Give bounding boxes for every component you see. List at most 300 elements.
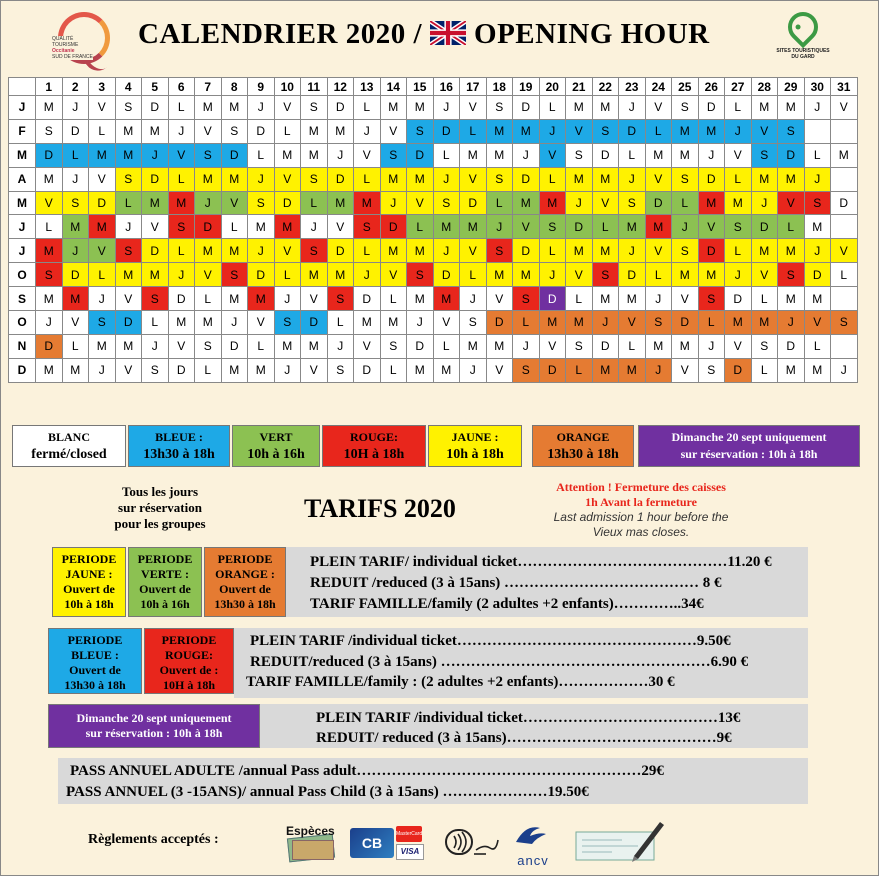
day-cell: J [804, 239, 831, 263]
day-cell: L [804, 143, 831, 167]
day-cell: S [248, 191, 275, 215]
day-cell: V [566, 119, 593, 143]
day-cell: L [62, 334, 89, 358]
day-cell: M [486, 143, 513, 167]
day-number: 21 [566, 78, 593, 96]
day-number: 7 [195, 78, 222, 96]
day-number: 31 [831, 78, 858, 96]
day-cell: M [592, 167, 619, 191]
day-cell: M [380, 311, 407, 335]
day-cell: S [380, 334, 407, 358]
day-cell: L [36, 215, 63, 239]
day-cell [831, 215, 858, 239]
day-cell: M [513, 119, 540, 143]
day-cell: M [619, 358, 646, 382]
uk-flag-icon [430, 21, 466, 45]
day-cell: D [619, 119, 646, 143]
day-cell: L [380, 287, 407, 311]
day-cell: D [698, 239, 725, 263]
card-payment-icon [350, 826, 424, 860]
day-cell: D [619, 263, 646, 287]
day-cell: J [354, 263, 381, 287]
month-label: O [9, 263, 36, 287]
day-cell: S [115, 239, 142, 263]
day-cell: J [248, 96, 275, 120]
day-cell: J [142, 334, 169, 358]
tarifs-title: TARIFS 2020 [304, 494, 456, 523]
day-cell: V [221, 191, 248, 215]
day-number: 6 [168, 78, 195, 96]
day-cell: M [327, 191, 354, 215]
day-cell: V [460, 239, 487, 263]
day-cell: J [274, 287, 301, 311]
day-cell: L [248, 334, 275, 358]
day-cell: L [619, 143, 646, 167]
day-cell: M [301, 263, 328, 287]
month-label: J [9, 96, 36, 120]
day-cell: L [221, 215, 248, 239]
day-cell: S [168, 215, 195, 239]
day-cell: J [672, 215, 699, 239]
day-cell: D [327, 239, 354, 263]
day-cell: M [62, 287, 89, 311]
day-cell: M [645, 143, 672, 167]
day-cell: J [36, 311, 63, 335]
day-cell: V [539, 143, 566, 167]
day-cell: L [725, 239, 752, 263]
day-cell: M [725, 191, 752, 215]
day-cell: V [62, 311, 89, 335]
day-cell: J [460, 358, 487, 382]
day-cell: V [354, 143, 381, 167]
day-cell: M [592, 287, 619, 311]
day-cell: L [327, 311, 354, 335]
month-label: J [9, 215, 36, 239]
day-cell: M [36, 167, 63, 191]
day-cell: S [513, 358, 540, 382]
day-cell: L [354, 239, 381, 263]
day-cell: M [62, 215, 89, 239]
cheque-icon [574, 818, 666, 864]
day-cell: L [645, 119, 672, 143]
day-cell: J [804, 96, 831, 120]
day-cell: S [142, 358, 169, 382]
day-cell: J [592, 311, 619, 335]
day-cell: L [513, 311, 540, 335]
day-cell: M [248, 358, 275, 382]
day-cell: M [698, 191, 725, 215]
day-number: 14 [380, 78, 407, 96]
periode-orange-box: PERIODE ORANGE : Ouvert de 13h30 à 18h [204, 547, 286, 617]
day-cell: S [513, 287, 540, 311]
day-cell: S [380, 143, 407, 167]
day-cell: M [592, 96, 619, 120]
day-number: 10 [274, 78, 301, 96]
month-row [9, 287, 858, 311]
day-cell: D [168, 287, 195, 311]
day-number: 4 [115, 78, 142, 96]
legend-orange: ORANGE 13h30 à 18h [532, 425, 634, 467]
day-cell: M [380, 96, 407, 120]
day-cell: M [301, 143, 328, 167]
day-cell: L [698, 311, 725, 335]
day-cell: M [89, 334, 116, 358]
day-cell: L [619, 334, 646, 358]
day-number: 18 [486, 78, 513, 96]
day-cell: M [195, 167, 222, 191]
day-cell: S [831, 311, 858, 335]
day-cell: V [433, 311, 460, 335]
day-cell: L [354, 167, 381, 191]
day-cell: S [195, 334, 222, 358]
day-cell: M [460, 215, 487, 239]
day-cell: J [327, 334, 354, 358]
sites-touristiques-gard-logo: SITES TOURISTIQUES DU GARD [770, 12, 836, 64]
day-cell: J [327, 143, 354, 167]
day-number: 27 [725, 78, 752, 96]
day-cell: M [168, 311, 195, 335]
day-cell: S [301, 239, 328, 263]
day-cell: V [725, 143, 752, 167]
tarif-line: PASS ANNUEL (3 -15ANS)/ annual Pass Child (3 à 15ans) …………………19.50€ [66, 784, 589, 800]
day-cell: L [645, 263, 672, 287]
day-cell: V [407, 191, 434, 215]
month-row [9, 239, 858, 263]
day-cell: S [645, 311, 672, 335]
day-cell: J [407, 311, 434, 335]
day-cell: D [195, 215, 222, 239]
day-cell: M [698, 119, 725, 143]
day-cell: V [725, 334, 752, 358]
day-cell: M [221, 287, 248, 311]
day-cell: L [751, 287, 778, 311]
day-cell: V [751, 119, 778, 143]
day-cell: V [566, 263, 593, 287]
month-label: M [9, 191, 36, 215]
day-cell: V [195, 263, 222, 287]
day-cell: V [89, 96, 116, 120]
day-cell: M [778, 358, 805, 382]
day-cell: D [407, 334, 434, 358]
day-cell: J [248, 167, 275, 191]
day-cell: M [645, 334, 672, 358]
day-cell [831, 334, 858, 358]
day-cell: L [433, 334, 460, 358]
day-cell: J [168, 119, 195, 143]
day-cell: M [433, 215, 460, 239]
day-cell: M [407, 167, 434, 191]
day-cell: D [592, 143, 619, 167]
day-cell: M [221, 167, 248, 191]
day-cell: L [539, 239, 566, 263]
month-label: M [9, 143, 36, 167]
day-cell: S [592, 263, 619, 287]
day-cell: V [301, 287, 328, 311]
day-cell: D [301, 311, 328, 335]
day-cell: L [301, 191, 328, 215]
day-cell: M [539, 311, 566, 335]
day-cell: L [62, 143, 89, 167]
qualite-tourisme-logo: QUALITÉ TOURISME Occitanie SUD DE FRANCE [54, 10, 110, 72]
day-cell: V [778, 191, 805, 215]
day-cell: L [725, 96, 752, 120]
day-cell: V [195, 119, 222, 143]
day-cell: M [380, 167, 407, 191]
day-cell: M [115, 143, 142, 167]
day-number: 26 [698, 78, 725, 96]
day-cell: S [566, 143, 593, 167]
day-cell: L [115, 191, 142, 215]
day-cell: S [327, 287, 354, 311]
month-row [9, 358, 858, 382]
day-cell: M [486, 119, 513, 143]
day-cell: D [698, 167, 725, 191]
day-cell: V [672, 287, 699, 311]
day-cell: M [831, 143, 858, 167]
day-cell: L [672, 191, 699, 215]
day-cell: D [539, 358, 566, 382]
day-cell: M [115, 263, 142, 287]
day-cell: D [672, 311, 699, 335]
day-number: 9 [248, 78, 275, 96]
day-cell: L [539, 96, 566, 120]
day-cell: D [115, 311, 142, 335]
day-cell: V [751, 263, 778, 287]
day-cell: J [89, 287, 116, 311]
day-cell: M [566, 167, 593, 191]
month-row [9, 191, 858, 215]
day-cell: D [327, 96, 354, 120]
day-number: 17 [460, 78, 487, 96]
day-cell: V [486, 287, 513, 311]
day-number: 19 [513, 78, 540, 96]
day-cell: M [804, 358, 831, 382]
mastercard-icon: MasterCard [396, 826, 422, 842]
calendar-grid [8, 77, 858, 383]
day-cell: D [168, 358, 195, 382]
day-cell: V [274, 167, 301, 191]
month-label: F [9, 119, 36, 143]
day-cell: M [645, 215, 672, 239]
day-cell: D [221, 143, 248, 167]
month-row [9, 96, 858, 120]
day-cell: V [831, 96, 858, 120]
day-cell: J [698, 334, 725, 358]
day-cell: M [36, 96, 63, 120]
day-cell: M [672, 263, 699, 287]
legend-vert: VERT 10h à 16h [232, 425, 320, 467]
day-number: 25 [672, 78, 699, 96]
tarif-line: REDUIT /reduced (3 à 15ans) ………………………………… 8 € [310, 575, 722, 591]
month-label: A [9, 167, 36, 191]
day-cell: L [380, 358, 407, 382]
day-cell: M [89, 215, 116, 239]
day-cell: J [433, 239, 460, 263]
day-cell: L [274, 119, 301, 143]
day-cell: M [751, 96, 778, 120]
day-number: 20 [539, 78, 566, 96]
tarif-line: PLEIN TARIF/ individual ticket……………………………………11.20 € [310, 554, 772, 570]
month-row [9, 167, 858, 191]
day-cell: L [592, 215, 619, 239]
day-number: 29 [778, 78, 805, 96]
tarif-line: PLEIN TARIF /individual ticket…………………………………13€ [316, 710, 741, 726]
day-cell: M [142, 191, 169, 215]
day-cell: M [460, 334, 487, 358]
day-cell: M [804, 287, 831, 311]
day-cell: D [460, 191, 487, 215]
day-cell: J [486, 215, 513, 239]
day-cell: V [831, 239, 858, 263]
day-cell: V [274, 96, 301, 120]
day-cell: M [407, 239, 434, 263]
day-cell: M [195, 96, 222, 120]
day-cell: D [354, 287, 381, 311]
day-cell: M [725, 311, 752, 335]
day-cell: L [168, 239, 195, 263]
ancv-bird-icon [510, 824, 556, 848]
day-cell: S [566, 334, 593, 358]
day-cell: S [751, 334, 778, 358]
day-cell: M [619, 215, 646, 239]
day-cell: V [698, 215, 725, 239]
day-cell: M [672, 334, 699, 358]
day-cell: S [407, 263, 434, 287]
ancv-icon: ancv [510, 824, 556, 864]
day-cell: J [751, 191, 778, 215]
day-cell: S [672, 96, 699, 120]
day-cell: M [36, 358, 63, 382]
day-cell: D [36, 334, 63, 358]
day-cell: S [115, 167, 142, 191]
day-cell: D [751, 215, 778, 239]
day-cell: S [36, 263, 63, 287]
day-number: 1 [36, 78, 63, 96]
day-number: 28 [751, 78, 778, 96]
day-cell: L [486, 191, 513, 215]
day-cell: M [539, 191, 566, 215]
day-number: 3 [89, 78, 116, 96]
day-cell [831, 167, 858, 191]
day-cell: J [354, 119, 381, 143]
day-cell: L [778, 215, 805, 239]
day-cell: V [592, 191, 619, 215]
day-cell: J [645, 287, 672, 311]
day-cell: J [831, 358, 858, 382]
day-cell: D [221, 334, 248, 358]
day-cell: J [645, 358, 672, 382]
day-cell: D [778, 143, 805, 167]
periode-jaune-box: PERIODE JAUNE : Ouvert de 10h à 18h [52, 547, 126, 617]
day-cell: D [725, 287, 752, 311]
day-cell: S [354, 215, 381, 239]
day-cell: J [274, 358, 301, 382]
day-cell: M [380, 239, 407, 263]
day-cell: M [778, 287, 805, 311]
day-cell: S [89, 311, 116, 335]
day-cell: M [778, 239, 805, 263]
day-cell: M [195, 311, 222, 335]
day-cell: S [195, 143, 222, 167]
day-cell: D [142, 96, 169, 120]
day-cell: M [778, 167, 805, 191]
day-cell: S [62, 191, 89, 215]
day-cell: J [619, 239, 646, 263]
day-cell: J [513, 143, 540, 167]
day-cell: M [274, 143, 301, 167]
day-cell: D [539, 287, 566, 311]
day-cell: V [804, 311, 831, 335]
day-number: 16 [433, 78, 460, 96]
day-cell: D [62, 263, 89, 287]
day-cell: V [168, 334, 195, 358]
month-row [9, 215, 858, 239]
month-row [9, 334, 858, 358]
day-cell: S [804, 191, 831, 215]
day-cell: S [301, 96, 328, 120]
day-cell: J [725, 263, 752, 287]
day-cell: S [301, 167, 328, 191]
day-cell: L [725, 167, 752, 191]
day-cell: S [698, 358, 725, 382]
day-cell: M [168, 191, 195, 215]
day-cell: D [354, 358, 381, 382]
day-cell: J [248, 239, 275, 263]
tarif-line: PASS ANNUEL ADULTE /annual Pass adult…………………………………………………29€ [70, 763, 664, 779]
day-cell: S [221, 263, 248, 287]
day-cell: S [433, 191, 460, 215]
day-cell: D [725, 358, 752, 382]
day-cell: S [778, 119, 805, 143]
day-cell: S [672, 167, 699, 191]
day-cell: M [566, 311, 593, 335]
day-cell: V [327, 215, 354, 239]
day-cell: M [36, 239, 63, 263]
day-cell: V [168, 143, 195, 167]
day-cell: D [407, 143, 434, 167]
day-cell: L [751, 358, 778, 382]
day-number: 8 [221, 78, 248, 96]
day-cell: V [89, 167, 116, 191]
day-cell: L [433, 143, 460, 167]
day-cell: M [62, 358, 89, 382]
day-cell: D [248, 263, 275, 287]
day-cell: D [566, 215, 593, 239]
day-cell: S [698, 287, 725, 311]
day-cell: M [804, 215, 831, 239]
legend-blanc: BLANC fermé/closed [12, 425, 126, 467]
day-cell: V [380, 263, 407, 287]
visa-icon: VISA [396, 844, 424, 860]
day-cell: M [195, 239, 222, 263]
day-cell: M [407, 287, 434, 311]
day-cell: M [407, 96, 434, 120]
day-cell: V [513, 215, 540, 239]
day-cell: J [539, 119, 566, 143]
day-cell: L [460, 263, 487, 287]
payments-label: Règlements acceptés : [88, 832, 219, 847]
day-cell: M [354, 311, 381, 335]
page-title: CALENDRIER 2020 / OPENING HOUR [138, 18, 710, 50]
day-cell: D [327, 167, 354, 191]
day-number: 5 [142, 78, 169, 96]
day-cell: M [248, 287, 275, 311]
day-cell: S [142, 287, 169, 311]
day-number: 11 [301, 78, 328, 96]
day-cell: J [433, 167, 460, 191]
day-cell: L [274, 263, 301, 287]
map-pin-icon [782, 6, 824, 48]
